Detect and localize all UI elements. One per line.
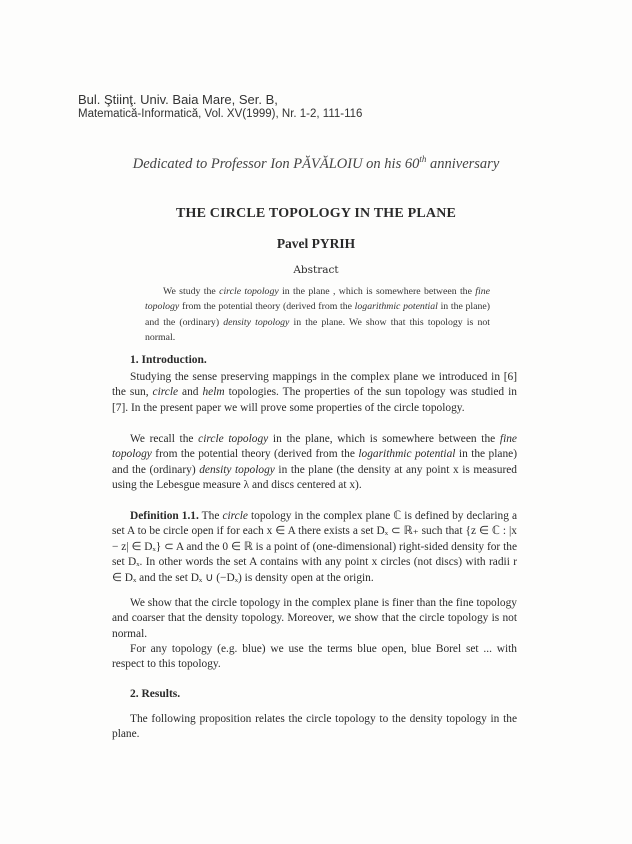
dedication <box>0 154 632 173</box>
abstract-text: We study the circle topology in the plane , which is somewhere between the fine topology from the potential theory (derived from the logarithmic potential in the plane) and the (ordinary) density topology in the plane. We show that this topology is not normal. <box>145 286 490 344</box>
section-heading-introduction: 1. Introduction. <box>130 354 207 366</box>
results-paragraph: The following proposition relates the circle topology to the density topology in the plane. <box>112 713 517 741</box>
intro-paragraph-1: Studying the sense preserving mappings in the complex plane we introduced in [6] the sun, circle and helm topologies. The properties of the sun topology was studied in [7]. In the present paper we will prove some properties of the circle topology. <box>112 371 517 414</box>
paper-title: THE CIRCLE TOPOLOGY IN THE PLANE <box>175 206 457 221</box>
intro-paragraph-4: For any topology (e.g. blue) we use the terms blue open, blue Borel set ... with respect to this topology. <box>112 643 517 671</box>
dedication-sup: th <box>419 154 427 164</box>
section-heading-results: 2. Results. <box>130 688 181 700</box>
intro-paragraph-3: We show that the circle topology in the complex plane is finer than the fine topology and coarser that the density topology. Moreover, we show that the circle topology is not normal. <box>112 597 517 640</box>
dedication-tail: anniversary <box>426 155 500 172</box>
intro-paragraph-2: We recall the circle topology in the plane, which is somewhere between the fine topology from the potential theory (derived from the logarithmic potential in the plane) and the (ordinary) density topology in the plane (the density at any point x is measured using the Lebesgue measure λ and discs centered at x). <box>112 433 518 492</box>
author: Pavel PYRIH <box>276 236 356 251</box>
journal-line-1: Bul. Ştiinţ. Univ. Baia Mare, Ser. B, <box>78 92 278 107</box>
journal-line-2: Matematică-Informatică, Vol. XV(1999), Nr. 1-2, 111-116 <box>78 108 363 120</box>
dedication-text: Dedicated to Professor Ion PĂVĂLOIU on his 60 <box>132 155 420 172</box>
abstract-heading: Abstract <box>293 264 339 276</box>
definition-label: Definition 1.1. <box>130 510 199 522</box>
definition-paragraph: Definition 1.1. The circle topology in the complex plane ℂ is defined by declaring a set A to be circle open if for each x ∈ A there exists a set Dₓ ⊂ ℝ₊ such that {z ∈ ℂ : |x − z| ∈ Dₓ} ⊂ A and the 0 ∈ ℝ is a point of (one-dimensional) right-sided density for the set Dₓ. In other words the set A contains with any point x circles (not discs) with radii r ∈ Dₓ and the set Dₓ ∪ (−Dₓ) is density open at the origin. <box>112 510 517 584</box>
